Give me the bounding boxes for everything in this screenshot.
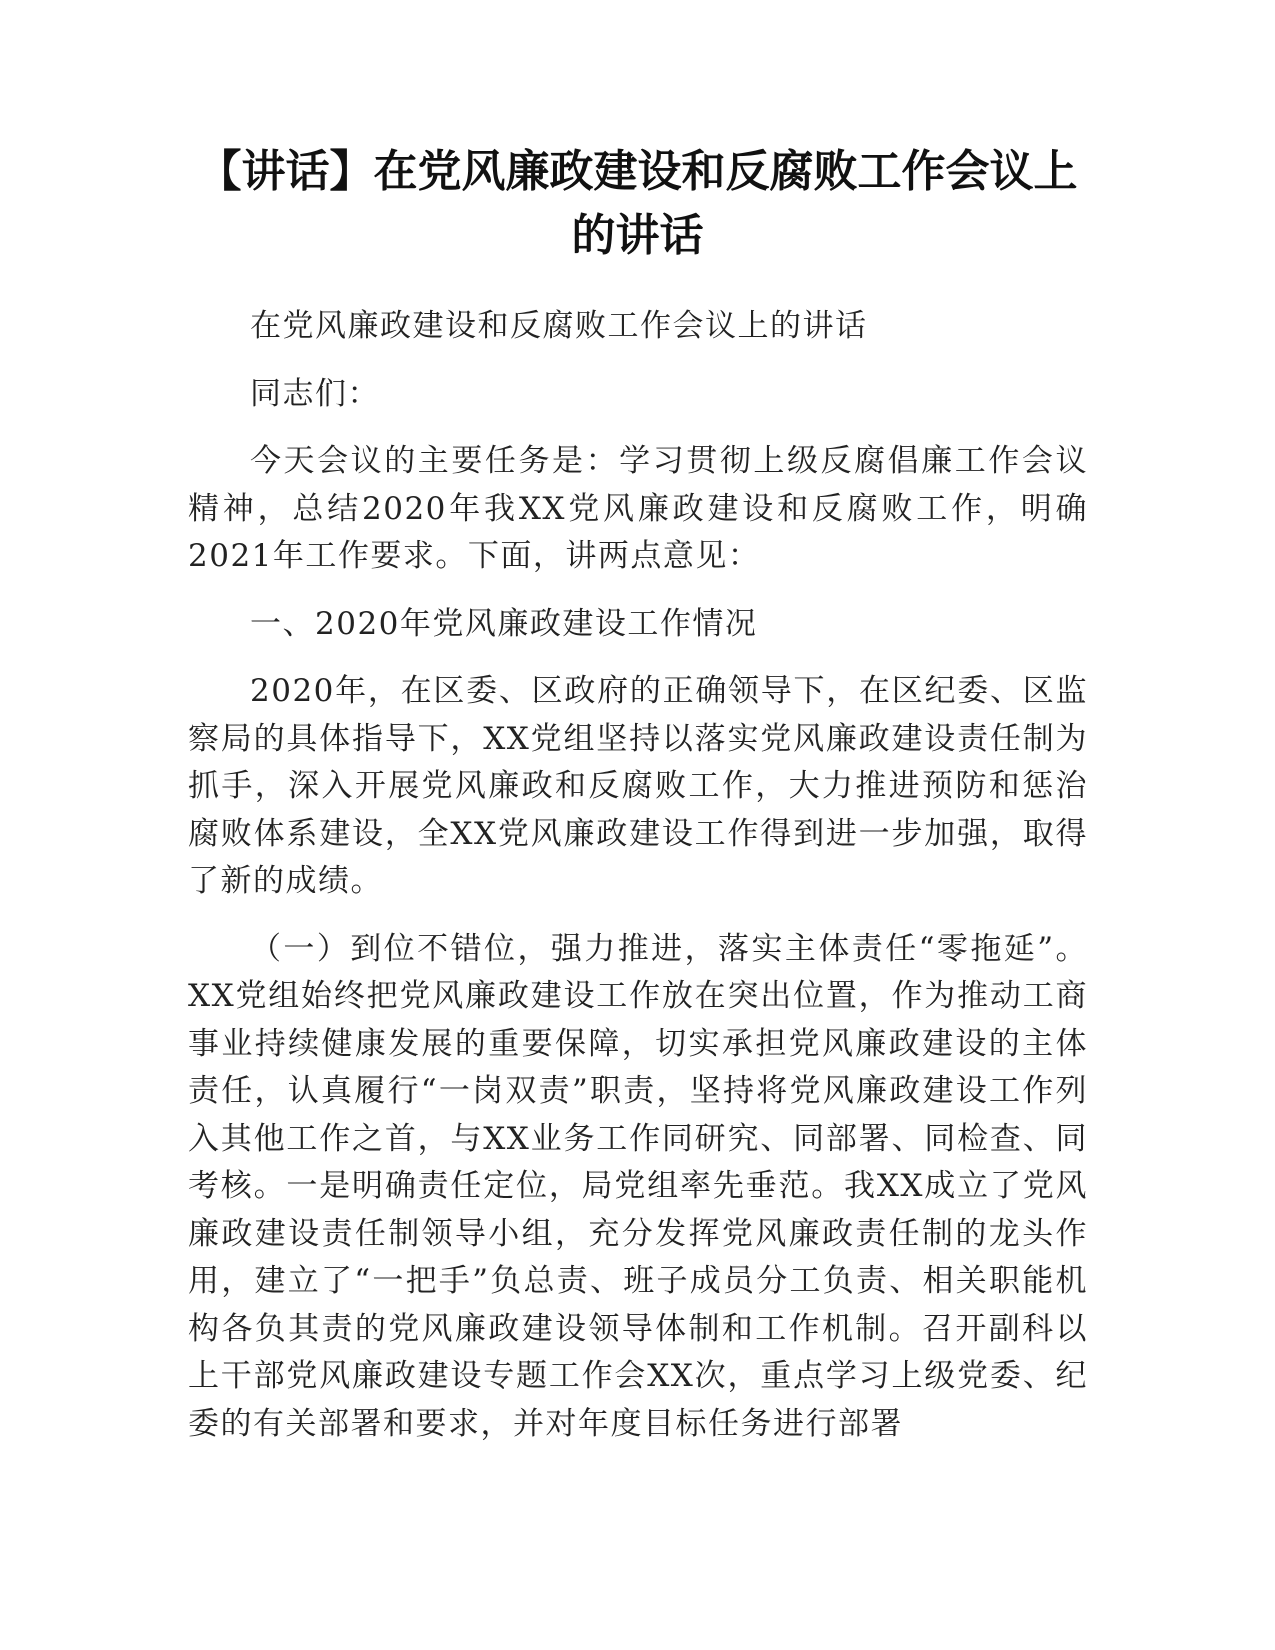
document-title: 【讲话】在党风廉政建设和反腐败工作会议上的讲话 bbox=[197, 146, 1078, 261]
subsection-paragraph: （一）到位不错位，强力推进，落实主体责任“零拖延”。XX党组始终把党风廉政建设工作放在突出位置，作为推动工商事业持续健康发展的重要保障，切实承担党风廉政建设的主体责任，认真履行“一岗双责”职责，坚持将党风廉政建设工作列入其他工作之首，与XX业务工作同研究、同部署、同检查、同考核。一是明确责任定位，局党组率先垂范。我XX成立了党风廉政建设责任制领导小组，充分发挥党风廉政责任制的龙头作用，建立了“一把手”负总责、班子成员分工负责、相关职能机构各负其责的党风廉政建设领导体制和工作机制。召开副科以上干部党风廉政建设专题工作会XX次，重点学习上级党委、纪委的有关部署和要求，并对年度目标任务进行部署 bbox=[188, 930, 1088, 1442]
salutation-paragraph: 同志们： bbox=[250, 375, 380, 412]
document-body bbox=[188, 303, 1088, 1468]
section-heading-paragraph: 一、2020年党风廉政建设工作情况 bbox=[250, 605, 758, 642]
speech-heading-paragraph: 在党风廉政建设和反腐败工作会议上的讲话 bbox=[250, 308, 868, 344]
summary-paragraph: 2020年，在区委、区政府的正确领导下，在区纪委、区监察局的具体指导下，XX党组坚持以落实党风廉政建设责任制为抓手，深入开展党风廉政和反腐败工作，大力推进预防和惩治腐败体系建设，全XX党风廉政建设工作得到进一步加强，取得了新的成绩。 bbox=[188, 673, 1088, 899]
intro-paragraph: 今天会议的主要任务是：学习贯彻上级反腐倡廉工作会议精神，总结2020年我XX党风廉政建设和反腐败工作，明确2021年工作要求。下面，讲两点意见： bbox=[188, 443, 1088, 574]
